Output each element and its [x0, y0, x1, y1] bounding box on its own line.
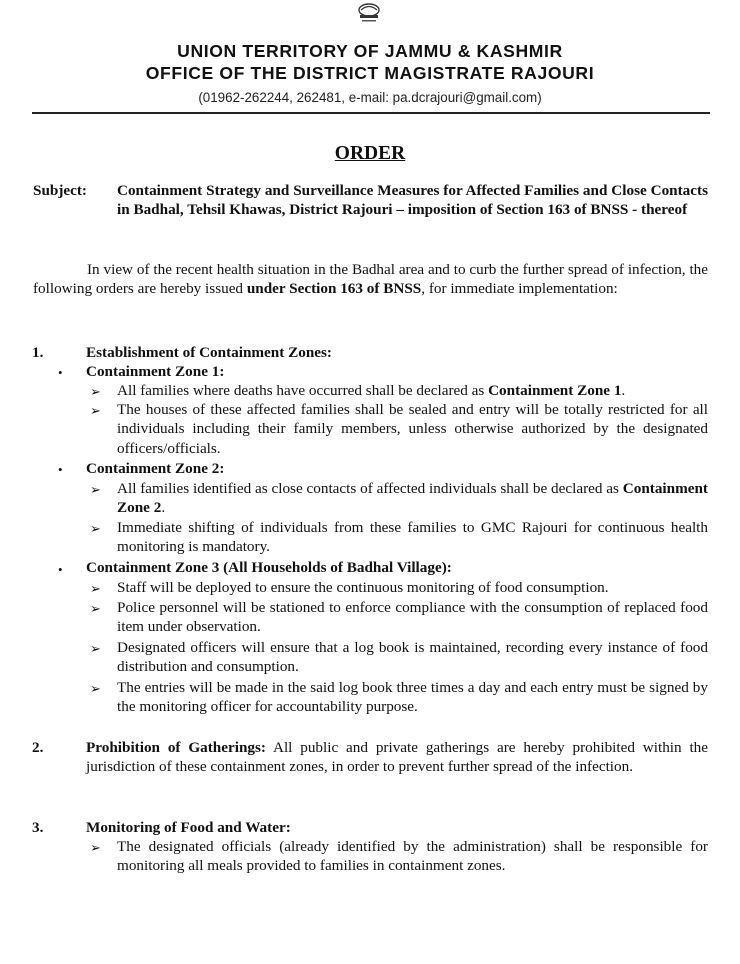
- bullet-icon: •: [58, 365, 63, 380]
- arrow-bullet-icon: ➢: [90, 601, 101, 616]
- section-3-item-1: The designated officials (already identified by the administration) shall be responsible for monitoring all meals provided to families in containment zones.: [117, 838, 708, 875]
- arrow-bullet-icon: ➢: [90, 581, 101, 596]
- arrow-bullet-icon: ➢: [90, 403, 101, 418]
- section-3-number: 3.: [32, 819, 44, 836]
- zone-3-title: Containment Zone 3 (All Households of Badhal Village):: [86, 559, 452, 576]
- zone-3-item-2: Police personnel will be stationed to enforce compliance with the consumption of replaced food item under observation.: [117, 599, 708, 636]
- section-3-title: Monitoring of Food and Water:: [86, 819, 291, 836]
- arrow-bullet-icon: ➢: [90, 521, 101, 536]
- state-emblem-icon: [346, 2, 392, 24]
- zone-1-item-1-before: All families where deaths have occurred shall be declared as: [117, 382, 489, 399]
- zone-2-item-2: Immediate shifting of individuals from these families to GMC Rajouri for continuous health monitoring is mandatory.: [117, 519, 708, 556]
- header-office: OFFICE OF THE DISTRICT MAGISTRATE RAJOURI: [145, 63, 595, 83]
- zone-1-item-1-bold: Containment Zone 1: [488, 382, 622, 399]
- arrow-bullet-icon: ➢: [90, 482, 101, 497]
- zone-2-item-1: [117, 479, 708, 518]
- arrow-bullet-icon: ➢: [90, 384, 101, 399]
- zone-3-item-4: The entries will be made in the said log book three times a day and each entry must be signed by the monitoring officer for accountability purpose.: [117, 679, 708, 716]
- zone-1-item-1: [117, 381, 708, 400]
- bullet-icon: •: [58, 562, 63, 577]
- arrow-bullet-icon: ➢: [90, 681, 101, 696]
- section-2-paragraph: [86, 738, 708, 777]
- zone-1-title: Containment Zone 1:: [86, 363, 225, 380]
- zone-2-item-1-before: All families identified as close contacts of affected individuals shall be declared as: [117, 480, 623, 497]
- intro-paragraph: [33, 260, 708, 299]
- zone-2-title: Containment Zone 2:: [86, 460, 225, 477]
- intro-text-after: , for immediate implementation:: [421, 280, 618, 298]
- zone-2-item-1-after: .: [161, 499, 166, 517]
- arrow-bullet-icon: ➢: [90, 840, 101, 855]
- subject-label: Subject:: [33, 182, 87, 199]
- header-contact: (01962-262244, 262481, e-mail: pa.dcrajouri@gmail.com): [198, 90, 542, 105]
- section-1-number: 1.: [32, 344, 44, 361]
- arrow-bullet-icon: ➢: [90, 641, 101, 656]
- zone-1-item-1-after: .: [621, 382, 626, 399]
- zone-3-item-1: Staff will be deployed to ensure the continuous monitoring of food consumption.: [117, 579, 609, 596]
- zone-1-item-2: The houses of these affected families shall be sealed and entry will be totally restricted for all individuals including their family members, unless otherwise authorized by the designated officers/officials.: [117, 401, 708, 457]
- header-divider: [32, 112, 710, 114]
- section-2-text: All public and private gatherings are hereby prohibited within the jurisdiction of these containment zones, in order to prevent further spread of the infection.: [86, 739, 709, 776]
- zone-3-item-3: Designated officers will ensure that a log book is maintained, recording every instance of food distribution and consumption.: [117, 639, 708, 676]
- bullet-icon: •: [58, 462, 63, 477]
- header-territory: UNION TERRITORY OF JAMMU & KASHMIR: [177, 41, 563, 61]
- section-2-title: Prohibition of Gatherings:: [86, 739, 266, 756]
- intro-text-bold: under Section 163 of BNSS: [246, 280, 422, 298]
- document-title: ORDER: [334, 143, 406, 164]
- section-1-title: Establishment of Containment Zones:: [86, 344, 332, 361]
- intro-text-before: In view of the recent health situation in the Badhal area and to curb the further spread of infection, the following orders are hereby issued: [33, 261, 708, 298]
- section-2-number: 2.: [32, 739, 44, 756]
- subject-text: Containment Strategy and Surveillance Measures for Affected Families and Close Contacts in Badhal, Tehsil Khawas, District Rajouri – imposition of Section 163 of BNSS - thereof: [117, 182, 708, 219]
- zone-2-item-1-bold: Containment Zone 2: [117, 480, 708, 517]
